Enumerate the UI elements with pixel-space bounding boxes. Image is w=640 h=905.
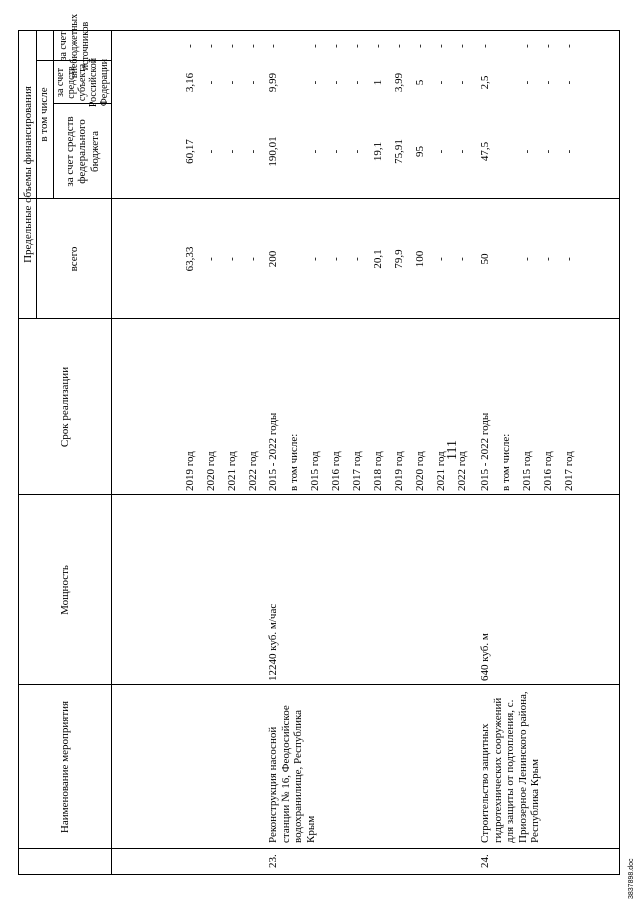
- cell-extra: -: [309, 44, 321, 48]
- item-name-23: Реконструкция насосной станции № 16, Феодосийское водохранилище, Республика Крым: [267, 705, 317, 843]
- table-row: [309, 30, 323, 875]
- cell-federal: -: [351, 149, 363, 154]
- cell-total: 63,33: [184, 246, 196, 272]
- cell-regional: -: [563, 80, 575, 85]
- header-including: в том числе: [38, 87, 51, 142]
- cell-total: 50: [479, 253, 491, 265]
- cell-term: 2019 год: [184, 451, 196, 491]
- table-row: [184, 30, 198, 875]
- table-row: [351, 30, 365, 875]
- cell-term: 2017 год: [563, 451, 575, 491]
- cell-extra: -: [330, 44, 342, 48]
- cell-term: 2015 год: [309, 451, 321, 491]
- footer-doc-name: 3837898.doc: [628, 858, 635, 899]
- header-financing: Предельные объемы финансирования: [21, 86, 34, 263]
- header-total: всего: [67, 246, 80, 272]
- cell-federal: -: [542, 149, 554, 154]
- table-row: [414, 30, 428, 875]
- cell-term: 2022 год: [456, 451, 468, 491]
- header-name: Наименование мероприятия: [58, 700, 71, 834]
- cell-term: 2020 год: [205, 451, 217, 491]
- cell-regional: -: [542, 80, 554, 85]
- cell-extra: -: [184, 44, 196, 48]
- cell-federal: -: [226, 149, 238, 154]
- cell-regional: 3,16: [184, 72, 196, 93]
- cell-extra: -: [521, 44, 533, 48]
- cell-regional: -: [330, 80, 342, 85]
- cell-federal: 19,1: [372, 141, 384, 162]
- item-capacity-23: 12240 куб. м/час: [267, 603, 279, 681]
- cell-federal: 75,91: [393, 139, 405, 164]
- cell-term: 2020 год: [414, 451, 426, 491]
- cell-term: 2015 - 2022 годы: [267, 412, 279, 491]
- cell-total: -: [247, 257, 259, 261]
- table-row: [205, 30, 219, 875]
- table-row: [267, 30, 281, 875]
- table-row: [500, 30, 514, 875]
- cell-extra: -: [372, 44, 384, 48]
- cell-total: -: [456, 257, 468, 261]
- cell-federal: 60,17: [184, 139, 196, 164]
- cell-extra: -: [479, 44, 491, 48]
- cell-regional: -: [205, 80, 217, 85]
- item-number-23: 23.: [267, 854, 279, 868]
- cell-extra: -: [435, 44, 447, 48]
- cell-extra: -: [563, 44, 575, 48]
- table-row: [563, 30, 577, 875]
- cell-extra: -: [351, 44, 363, 48]
- cell-federal: -: [247, 149, 259, 154]
- cell-federal: -: [435, 149, 447, 154]
- cell-federal: -: [330, 149, 342, 154]
- cell-total: -: [330, 257, 342, 261]
- cell-regional: 1: [372, 79, 384, 86]
- header-term: Срок реализации: [58, 366, 71, 448]
- cell-total: 20,1: [372, 249, 384, 269]
- header-extra: за счет внебюджетных источников: [57, 13, 91, 79]
- cell-federal: -: [521, 149, 533, 154]
- cell-term: 2021 год: [226, 451, 238, 491]
- cell-total: 100: [414, 250, 426, 268]
- cell-total: -: [542, 257, 554, 261]
- financing-table: [18, 13, 620, 875]
- table-row: [372, 30, 386, 875]
- cell-term: 2022 год: [247, 451, 259, 491]
- cell-regional: -: [247, 80, 259, 85]
- cell-regional: -: [351, 80, 363, 85]
- header-regional: за счет средств субъекта Российской Федерации: [55, 57, 110, 108]
- cell-total: -: [351, 257, 363, 261]
- cell-federal: -: [309, 149, 321, 154]
- table-row: [247, 30, 261, 875]
- cell-regional: 3,99: [393, 72, 405, 93]
- cell-federal: -: [205, 149, 217, 154]
- cell-total: -: [563, 257, 575, 261]
- cell-total: -: [435, 257, 447, 261]
- cell-extra: -: [456, 44, 468, 48]
- cell-regional: 2,5: [479, 75, 491, 90]
- item-name-24: Строительство защитных гидротехнических сооружений для защиты от подтопления, с. Приозерное Ленинского района, Республика Крым: [479, 691, 541, 843]
- cell-total: -: [226, 257, 238, 261]
- cell-federal: 190,01: [267, 136, 279, 167]
- item-capacity-24: 640 куб. м: [479, 633, 491, 681]
- cell-total: -: [309, 257, 321, 261]
- cell-federal: -: [563, 149, 575, 154]
- cell-regional: -: [435, 80, 447, 85]
- table-row: [288, 30, 302, 875]
- cell-extra: -: [393, 44, 405, 48]
- header-federal: за счет средств федерального бюджета: [63, 116, 101, 187]
- cell-extra: -: [205, 44, 217, 48]
- cell-extra: -: [247, 44, 259, 48]
- table-row: [226, 30, 240, 875]
- table-row: [393, 30, 407, 875]
- cell-term: в том числе:: [500, 433, 512, 491]
- cell-regional: -: [309, 80, 321, 85]
- table-row: [456, 30, 470, 875]
- table-row: [542, 30, 556, 875]
- table-row: [435, 30, 449, 875]
- cell-total: 79,9: [393, 249, 405, 269]
- cell-term: 2017 год: [351, 451, 363, 491]
- cell-term: 2021 год: [435, 451, 447, 491]
- header-capacity: Мощность: [58, 565, 71, 615]
- cell-term: 2016 год: [542, 451, 554, 491]
- page-number: 111: [445, 440, 460, 460]
- cell-term: 2015 год: [521, 451, 533, 491]
- cell-regional: -: [226, 80, 238, 85]
- table-row: [479, 30, 493, 875]
- cell-term: в том числе:: [288, 433, 300, 491]
- cell-extra: -: [267, 44, 279, 48]
- cell-total: -: [521, 257, 533, 261]
- cell-total: -: [205, 257, 217, 261]
- cell-extra: -: [226, 44, 238, 48]
- table-row: [330, 30, 344, 875]
- cell-extra: -: [414, 44, 426, 48]
- cell-term: 2018 год: [372, 451, 384, 491]
- table-row: [521, 30, 535, 875]
- cell-term: 2019 год: [393, 451, 405, 491]
- cell-regional: -: [456, 80, 468, 85]
- cell-regional: 5: [414, 79, 426, 86]
- cell-regional: 9,99: [267, 72, 279, 93]
- item-number-24: 24.: [479, 854, 491, 868]
- cell-term: 2015 - 2022 годы: [479, 412, 491, 491]
- cell-federal: 95: [414, 146, 426, 157]
- cell-total: 200: [267, 250, 279, 268]
- cell-regional: -: [521, 80, 533, 85]
- cell-term: 2016 год: [330, 451, 342, 491]
- cell-federal: -: [456, 149, 468, 154]
- header-bottom-line: [111, 30, 112, 875]
- cell-federal: 47,5: [479, 141, 491, 162]
- cell-extra: -: [542, 44, 554, 48]
